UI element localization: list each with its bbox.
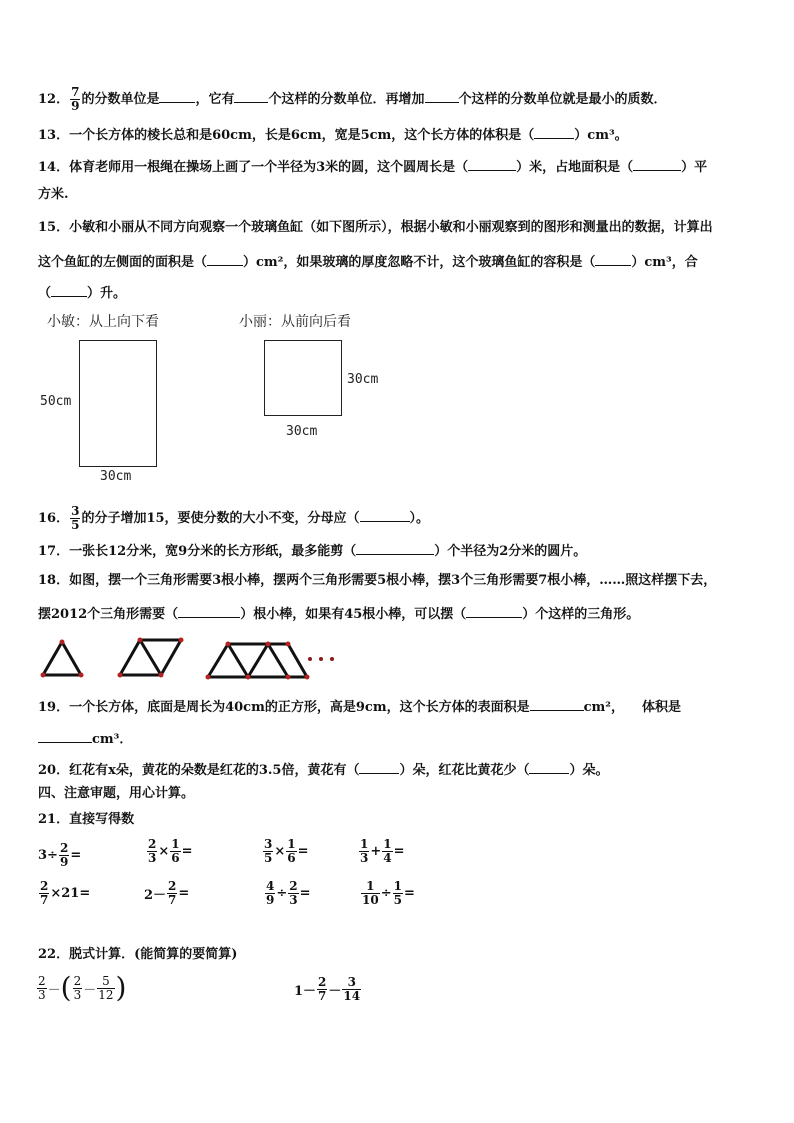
calc-r2c2: 2－ $\frac{2}{7}$ = <box>144 879 190 907</box>
section-heading: 四、注意审题，用心计算。 <box>38 786 195 801</box>
answer-blank[interactable] <box>51 282 87 297</box>
answer-blank[interactable] <box>425 88 459 103</box>
question-20: 20．红花有x朵，黄花的朵数是红花的3.5倍，黄花有（ ）朵，红花比黄花少（ ）朵。 <box>38 759 609 780</box>
calc-r1c4: $\frac{1}{3}$ + $\frac{1}{4}$ = <box>360 837 405 865</box>
question-15-cont: 这个鱼缸的左侧面的面积是（ ）cm²，如果玻璃的厚度忽略不计，这个玻璃鱼缸的容积是（ ）cm³，合 <box>38 251 698 272</box>
top-view-height-label: 50cm <box>40 394 72 409</box>
calc-r1c3: $\frac{3}{5}$ × $\frac{1}{6}$ = <box>264 837 309 865</box>
question-15-cont2: （ ）升。 <box>38 282 126 303</box>
calc-r2c4: $\frac{1}{10}$ ÷ $\frac{1}{5}$ = <box>362 879 415 907</box>
question-14-cont: 方米. <box>38 187 69 202</box>
question-13: 13．一个长方体的棱长总和是60cm，长是6cm，宽是5cm，这个长方体的体积是（ ）cm³。 <box>38 124 628 145</box>
calc-r2c3: $\frac{4}{9}$ ÷ $\frac{2}{3}$ = <box>266 879 311 907</box>
fraction: $\frac{7}{9}$ <box>71 85 80 113</box>
answer-blank[interactable] <box>633 156 681 171</box>
question-12: 12． $\frac{7}{9}$ 的分数单位是 ，它有 个这样的分数单位．再增加 个这样的分数单位就是最小的质数． <box>38 85 667 113</box>
calc-r1c1: 3÷ $\frac{2}{9}$ = <box>38 841 82 869</box>
fraction: $\frac{3}{5}$ <box>71 504 80 532</box>
question-19: 19．一个长方体，底面是周长为40cm的正方形，高是9cm，这个长方体的表面积是 cm²， 体积是 <box>38 696 681 717</box>
answer-blank[interactable] <box>178 603 240 618</box>
expression-1: $\frac{2}{3}$ － ( $\frac{2}{3}$ － $\frac{5}{12}$ ) <box>38 971 127 1004</box>
answer-blank[interactable] <box>530 696 584 711</box>
question-22-title: 22．脱式计算．(能简算的要简算) <box>38 947 238 962</box>
answer-blank[interactable] <box>234 88 268 103</box>
question-17: 17．一张长12分米，宽9分米的长方形纸，最多能剪（ ）个半径为2分米的圆片。 <box>38 540 586 561</box>
answer-blank[interactable] <box>529 759 569 774</box>
front-view-height-label: 30cm <box>347 372 379 387</box>
question-15: 15．小敏和小丽从不同方向观察一个玻璃鱼缸（如下图所示），根据小敏和小丽观察到的图形和测量出的数据，计算出 <box>38 220 713 235</box>
answer-blank[interactable] <box>595 251 631 266</box>
front-view-square <box>264 340 342 416</box>
calc-r1c2: $\frac{2}{3}$ × $\frac{1}{6}$ = <box>148 837 193 865</box>
calc-r2c1: $\frac{2}{7}$ ×21= <box>40 879 91 907</box>
answer-blank[interactable] <box>468 156 516 171</box>
question-19-cont: cm³． <box>38 728 132 749</box>
answer-blank[interactable] <box>534 124 574 139</box>
question-14: 14．体育老师用一根绳在操场上画了一个半径为3米的圆，这个圆周长是（ ）米，占地面积是（ ）平 <box>38 156 707 177</box>
xiaomin-view-title: 小敏：从上向下看 <box>47 314 159 330</box>
question-18-cont: 摆2012个三角形需要（ ）根小棒，如果有45根小棒，可以摆（ ）个这样的三角形。 <box>38 603 639 624</box>
expression-2: 1－ $\frac{2}{7}$ － $\frac{3}{14}$ <box>294 975 361 1003</box>
xiaoli-view-title: 小丽：从前向后看 <box>239 314 351 330</box>
answer-blank[interactable] <box>360 507 410 522</box>
answer-blank[interactable] <box>359 759 399 774</box>
answer-blank[interactable] <box>159 88 195 103</box>
answer-blank[interactable] <box>207 251 243 266</box>
question-18: 18．如图，摆一个三角形需要3根小棒，摆两个三角形需要5根小棒，摆3个三角形需要7根小棒，……照这样摆下去， <box>38 573 717 588</box>
question-21-title: 21．直接写得数 <box>38 812 135 827</box>
answer-blank[interactable] <box>466 603 522 618</box>
continuation-dots <box>308 657 341 661</box>
front-view-width-label: 30cm <box>286 424 318 439</box>
question-16: 16． $\frac{3}{5}$ 的分子增加15，要使分数的大小不变，分母应（ ）。 <box>38 504 430 532</box>
triangle-stick-figure <box>38 632 398 682</box>
top-view-width-label: 30cm <box>100 469 132 484</box>
answer-blank[interactable] <box>356 540 434 555</box>
top-view-rectangle <box>79 340 157 467</box>
answer-blank[interactable] <box>38 728 92 743</box>
